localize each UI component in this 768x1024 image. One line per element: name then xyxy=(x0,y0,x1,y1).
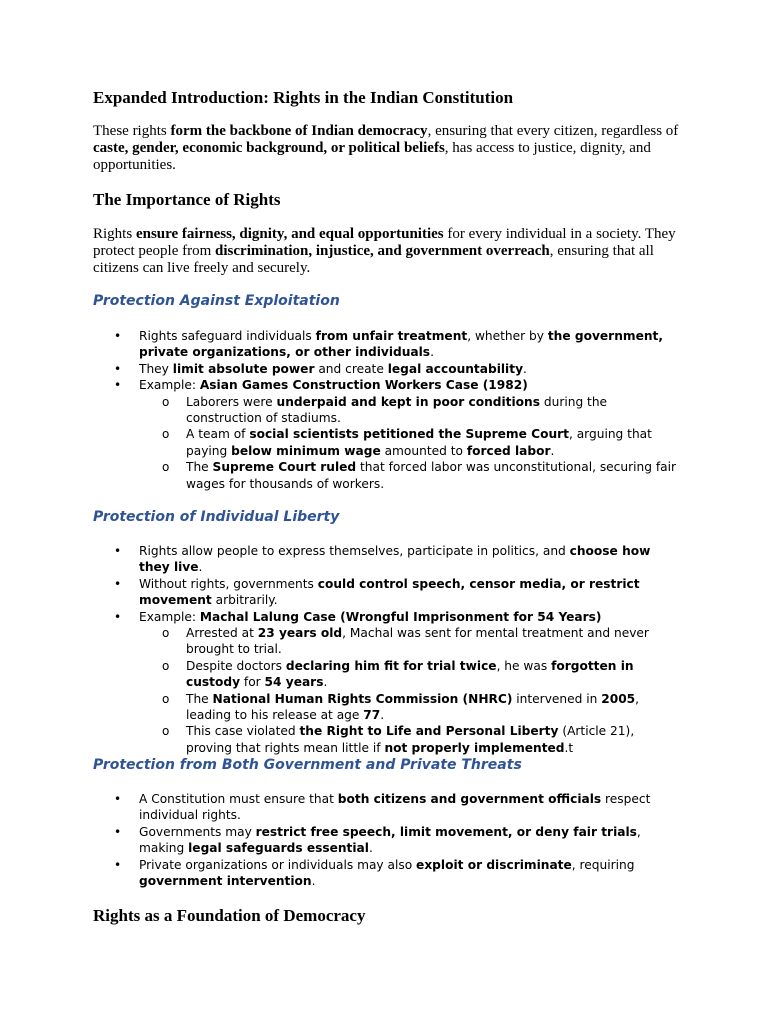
sub-list xyxy=(139,394,682,492)
democracy-heading: Rights as a Foundation of Democracy xyxy=(93,906,366,925)
list-item: • Rights allow people to express themselves, participate in politics, and choose how they live. xyxy=(114,544,651,575)
list-item: • Example: Asian Games Construction Workers Case (1982) o Laborers were underpaid and kept in poor conditions during the construction of stadiums. o A team of social scientists petitioned the Supreme Court, arguing that paying below minimum wage amounted to forced labor. o The Supreme Court ruled that forced labor was unconstitutional, securing fair wages for thousands of workers. xyxy=(93,377,682,492)
list-item: • Private organizations or individuals may also exploit or discriminate, requiring government intervention. xyxy=(114,857,635,889)
liberty-heading: Protection of Individual Liberty xyxy=(93,509,340,525)
sub-list-item: o Arrested at 23 years old, Machal was sent for mental treatment and never brought to trial. xyxy=(162,626,649,657)
sub-list xyxy=(139,625,682,756)
list-item: • Governments may restrict free speech, limit movement, or deny fair trials, making legal safeguards essential. xyxy=(114,824,641,856)
exploitation-list xyxy=(93,328,682,492)
list-item: • A Constitution must ensure that both citizens and government officials respect individual rights. xyxy=(114,792,651,823)
list-item: • Rights safeguard individuals from unfair treatment, whether by the government, private organizations, or other individuals. xyxy=(114,329,663,360)
list-item: • Without rights, governments could control speech, censor media, or restrict movement arbitrarily. xyxy=(114,576,640,608)
threats-heading: Protection from Both Government and Private Threats xyxy=(93,757,522,773)
sub-list-item: o Laborers were underpaid and kept in poor conditions during the construction of stadiums. xyxy=(162,394,608,426)
sub-list-item: o This case violated the Right to Life and Personal Liberty (Article 21), proving that rights mean little if not properly implemented.t xyxy=(162,724,635,755)
document-title: Expanded Introduction: Rights in the Indian Constitution xyxy=(93,88,514,107)
importance-paragraph: Rights ensure fairness, dignity, and equal opportunities for every individual in a society. They protect people from discrimination, injustice, and government overreach, ensuring that all citizens can live freely and securely. xyxy=(93,226,676,276)
exploitation-heading: Protection Against Exploitation xyxy=(93,293,340,309)
sub-list-item: o The Supreme Court ruled that forced labor was unconstitutional, securing fair wages for thousands of workers. xyxy=(162,460,676,491)
sub-list-item: o Despite doctors declaring him fit for trial twice, he was forgotten in custody for 54 years. xyxy=(162,658,634,690)
list-item: • Example: Machal Lalung Case (Wrongful Imprisonment for 54 Years) o Arrested at 23 years old, Machal was sent for mental treatment and never brought to trial. o Despite doctors declaring him fit for trial twice, he was forgotten in custody for 54 years. o The National Human Rights Commission (NHRC) intervened in 2005, leading to his release at age 77. o This case violated the Right to Life and Personal Liberty (Article 21), proving that rights mean little if not properly implemented.t xyxy=(93,609,682,757)
importance-heading: The Importance of Rights xyxy=(93,190,281,209)
sub-list-item: o The National Human Rights Commission (NHRC) intervened in 2005, leading to his release at age 77. xyxy=(162,691,640,723)
list-item: • They limit absolute power and create legal accountability. xyxy=(114,361,527,376)
intro-paragraph: These rights form the backbone of Indian democracy, ensuring that every citizen, regardless of caste, gender, economic background, or political beliefs, has access to justice, dignity, and opportunities. xyxy=(93,123,679,173)
sub-list-item: o A team of social scientists petitioned the Supreme Court, arguing that paying below minimum wage amounted to forced labor. xyxy=(162,427,652,458)
liberty-list xyxy=(93,543,682,756)
threats-list xyxy=(93,791,682,889)
